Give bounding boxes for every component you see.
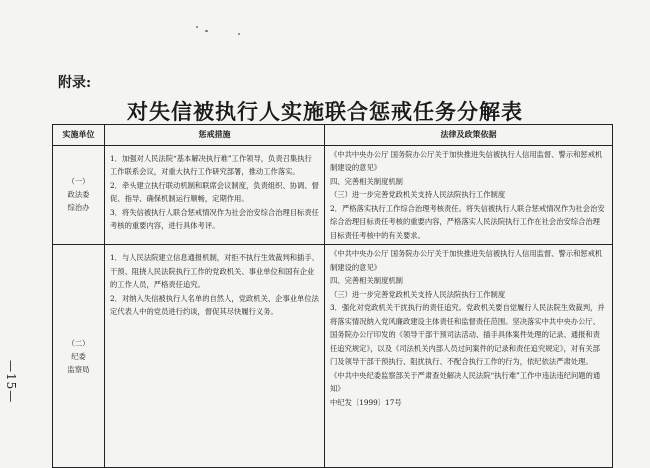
basis-item: 四、完善相关制度机制 — [330, 176, 403, 186]
measure-item: 1．与人民法院建立信息通报机制，对拒不执行生效裁判和插手、干预、阻挠人民法院执行工作的党政机关、事业单位和国有企业的工作人员，严格责任追究。 — [110, 253, 319, 289]
basis-item: 2．严格落实执行工作综合治理考核责任。将失信被执行人联合惩戒情况作为社会治安综合治理目标责任考核的重要内容，严格落实人民法院执行工作在社会治安综合治理目标责任考核中的有关要求。 — [330, 203, 605, 240]
header-unit: 实施单位 — [53, 125, 105, 146]
basis-cell — [325, 245, 613, 468]
unit-line: 监察局 — [67, 364, 90, 374]
unit-cell — [53, 245, 105, 468]
basis-item: 《中共中央办公厅 国务院办公厅关于加快推进失信被执行人信用监督、警示和惩戒机制建设的意见》 — [330, 149, 603, 172]
table-row — [53, 245, 613, 468]
document-title: 对失信被执行人实施联合惩戒任务分解表 — [127, 100, 523, 124]
scan-speck — [196, 26, 198, 28]
basis-item: 四、完善相关制度机制 — [330, 276, 403, 285]
unit-line: （一） — [67, 177, 90, 187]
basis-item: 3．强化对党政机关干扰执行的责任追究。党政机关要自觉履行人民法院生效裁判，并将落实情况纳入党风廉政建设主体责任和监督责任范围。坚决落实中共中央办公厅、国务院办公厅印发的《领导干部干预司法活动、插手具体案件处理的记录、通报和责任追究规定》，以及《司法机关内部人员过问案件的记录和责任追究规定》，对有关部门及领导干部干预执行、阻扰执行、不配合执行工作的行为，依纪依法严肃处理。 — [330, 303, 605, 366]
table-header-row — [53, 125, 613, 146]
page-number: —15— — [4, 360, 18, 404]
unit-line: 纪委 — [71, 351, 86, 361]
table-row — [53, 145, 613, 245]
scan-speck — [205, 30, 208, 32]
measures-cell — [105, 245, 325, 468]
task-table — [52, 124, 613, 468]
appendix-label: 附录: — [58, 75, 92, 91]
basis-item: 中纪发〔1999〕17号 — [330, 397, 402, 407]
basis-cell — [325, 145, 613, 245]
measure-item: 2．牵头建立执行联动机制和联席会议制度，负责组织、协调、督促、指导、确保机制运行顺畅，定期作用。 — [110, 180, 319, 203]
basis-item: 《中共中央纪委监察部关于严肃查处解决人民法院“执行难”工作中违法违纪问题的通知》 — [330, 370, 601, 393]
basis-item: （三）进一步完善党政机关支持人民法院执行工作制度 — [330, 289, 506, 299]
header-basis: 法律及政策依据 — [325, 125, 613, 146]
measure-item: 3．将失信被执行人联合惩戒情况作为社会治安综合治理目标责任考核的重要内容，进行具体考评。 — [110, 207, 319, 230]
unit-line: （二） — [67, 338, 90, 348]
header-measures: 惩戒措施 — [105, 125, 325, 146]
unit-line: 政法委 — [67, 190, 90, 200]
measure-item: 1．加强对人民法院“基本解决执行难”工作领导，负责召集执行工作联系会议，对重大执行工作研究部署，推动工作落实。 — [110, 153, 312, 176]
basis-item: 《中共中央办公厅 国务院办公厅关于加快推进失信被执行人信用监督、警示和惩戒机制建设的意见》 — [330, 249, 603, 272]
measures-cell — [105, 145, 325, 245]
basis-item: （三）进一步完善党政机关支持人民法院执行工作制度 — [330, 190, 506, 199]
scan-speck — [238, 33, 240, 35]
unit-cell — [53, 145, 105, 245]
unit-line: 综治办 — [67, 203, 90, 213]
measure-item: 2．对纳入失信被执行人名单的自然人，党政机关、企事业单位法定代表人中的党员进行约谈，督促其尽快履行义务。 — [110, 293, 319, 316]
